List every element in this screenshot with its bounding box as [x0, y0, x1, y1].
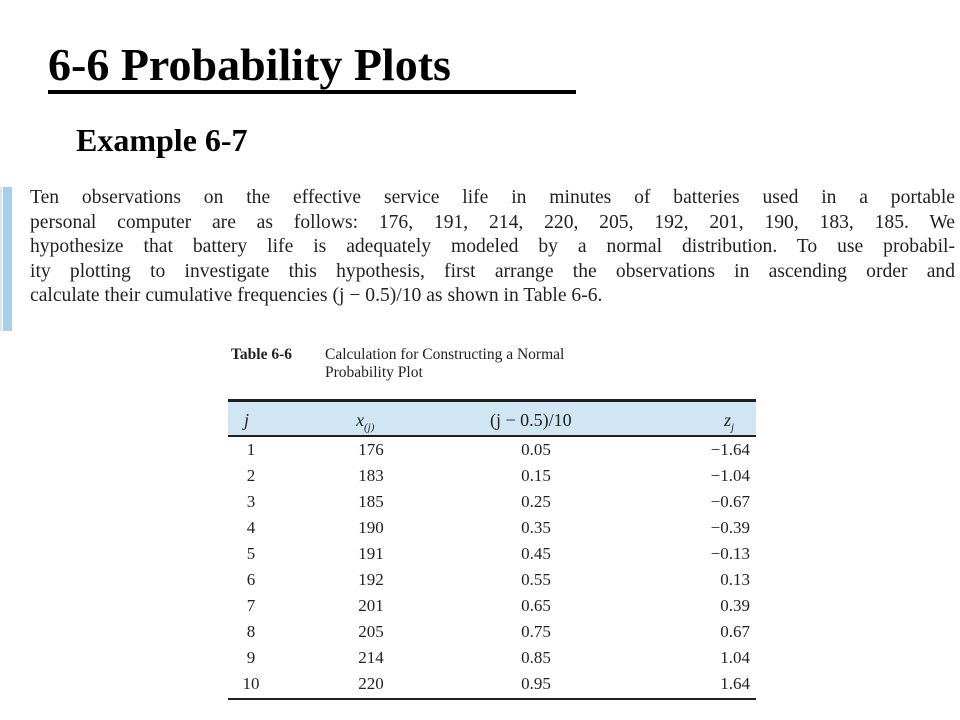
table-row: [228, 463, 756, 489]
cell-j: 2: [246, 466, 256, 485]
cell-z: −0.39: [710, 518, 750, 537]
table-header: [228, 402, 756, 435]
header-frequency: (j − 0.5)/10: [490, 410, 572, 430]
cell-frequency: 0.25: [521, 492, 551, 511]
cell-z: −1.04: [710, 466, 750, 485]
intro-paragraph: [30, 186, 955, 309]
cell-x: 214: [358, 648, 384, 667]
table-body: [228, 437, 756, 697]
cell-j: 4: [246, 518, 256, 537]
intro-line: calculate their cumulative frequencies (j − 0.5)/10 as shown in Table 6-6.: [30, 285, 603, 307]
header-z-main: z: [724, 410, 732, 430]
table-row: [228, 489, 756, 515]
cell-frequency: 0.85: [521, 648, 551, 667]
caption-line: Probability Plot: [325, 364, 423, 381]
cell-x: 220: [358, 674, 384, 693]
accent-bar: [3, 187, 12, 331]
cell-x: 192: [358, 570, 384, 589]
cell-frequency: 0.45: [521, 544, 551, 563]
header-z-sub: j: [731, 421, 735, 434]
cell-z: 0.39: [720, 596, 750, 615]
example-label: Example 6-7: [76, 122, 248, 158]
table-row: [228, 437, 756, 463]
cell-j: 6: [246, 570, 256, 589]
cell-z: 1.04: [720, 648, 750, 667]
cell-x: 201: [358, 596, 384, 615]
table-row: [228, 567, 756, 593]
cell-x: 190: [358, 518, 384, 537]
cell-j: 8: [246, 622, 256, 641]
cell-z: 1.64: [720, 674, 750, 693]
cell-z: 0.67: [720, 622, 750, 641]
header-j: j: [244, 410, 250, 430]
cell-frequency: 0.75: [521, 622, 551, 641]
cell-frequency: 0.15: [521, 466, 551, 485]
cell-frequency: 0.65: [521, 596, 551, 615]
cell-j: 3: [246, 492, 256, 511]
intro-line: ity plotting to investigate this hypothesis, first arrange the observations in ascending order and: [30, 260, 955, 282]
header-x-main: x: [356, 410, 364, 430]
cell-j: 7: [246, 596, 256, 615]
slide-title: 6-6 Probability Plots: [48, 36, 576, 94]
table-row: [228, 645, 756, 671]
cell-j: 1: [246, 440, 256, 459]
cell-x: 176: [358, 440, 384, 459]
data-table: [228, 399, 756, 701]
cell-z: 0.13: [720, 570, 750, 589]
cell-x: 205: [358, 622, 384, 641]
accent-bar-edge: [0, 187, 2, 331]
header-x-sub: (j): [364, 421, 375, 434]
table-caption-text: [325, 346, 645, 382]
table-row: [228, 541, 756, 567]
intro-line: hypothesize that battery life is adequately modeled by a normal distribution. To use probabil-: [30, 236, 955, 258]
intro-line: personal computer are as follows: 176, 191, 214, 220, 205, 192, 201, 190, 183, 185. We: [30, 211, 955, 233]
cell-z: −0.13: [710, 544, 750, 563]
table-row: [228, 515, 756, 541]
cell-frequency: 0.05: [521, 440, 551, 459]
cell-j: 9: [246, 648, 256, 667]
cell-x: 183: [358, 466, 384, 485]
cell-frequency: 0.35: [521, 518, 551, 537]
cell-z: −0.67: [710, 492, 750, 511]
table-row: [228, 593, 756, 619]
cell-frequency: 0.95: [521, 674, 551, 693]
table-row: [228, 619, 756, 645]
cell-j: 10: [242, 674, 260, 693]
table-number: Table 6-6: [231, 346, 293, 363]
intro-line: Ten observations on the effective service life in minutes of batteries used in a portable: [30, 187, 955, 208]
cell-j: 5: [246, 544, 256, 563]
table-row: [228, 671, 756, 697]
table-bottom-rule: [228, 698, 756, 700]
cell-frequency: 0.55: [521, 570, 551, 589]
cell-x: 191: [358, 544, 384, 563]
caption-line: Calculation for Constructing a Normal: [325, 346, 565, 363]
cell-x: 185: [358, 492, 384, 511]
cell-z: −1.64: [710, 440, 750, 459]
